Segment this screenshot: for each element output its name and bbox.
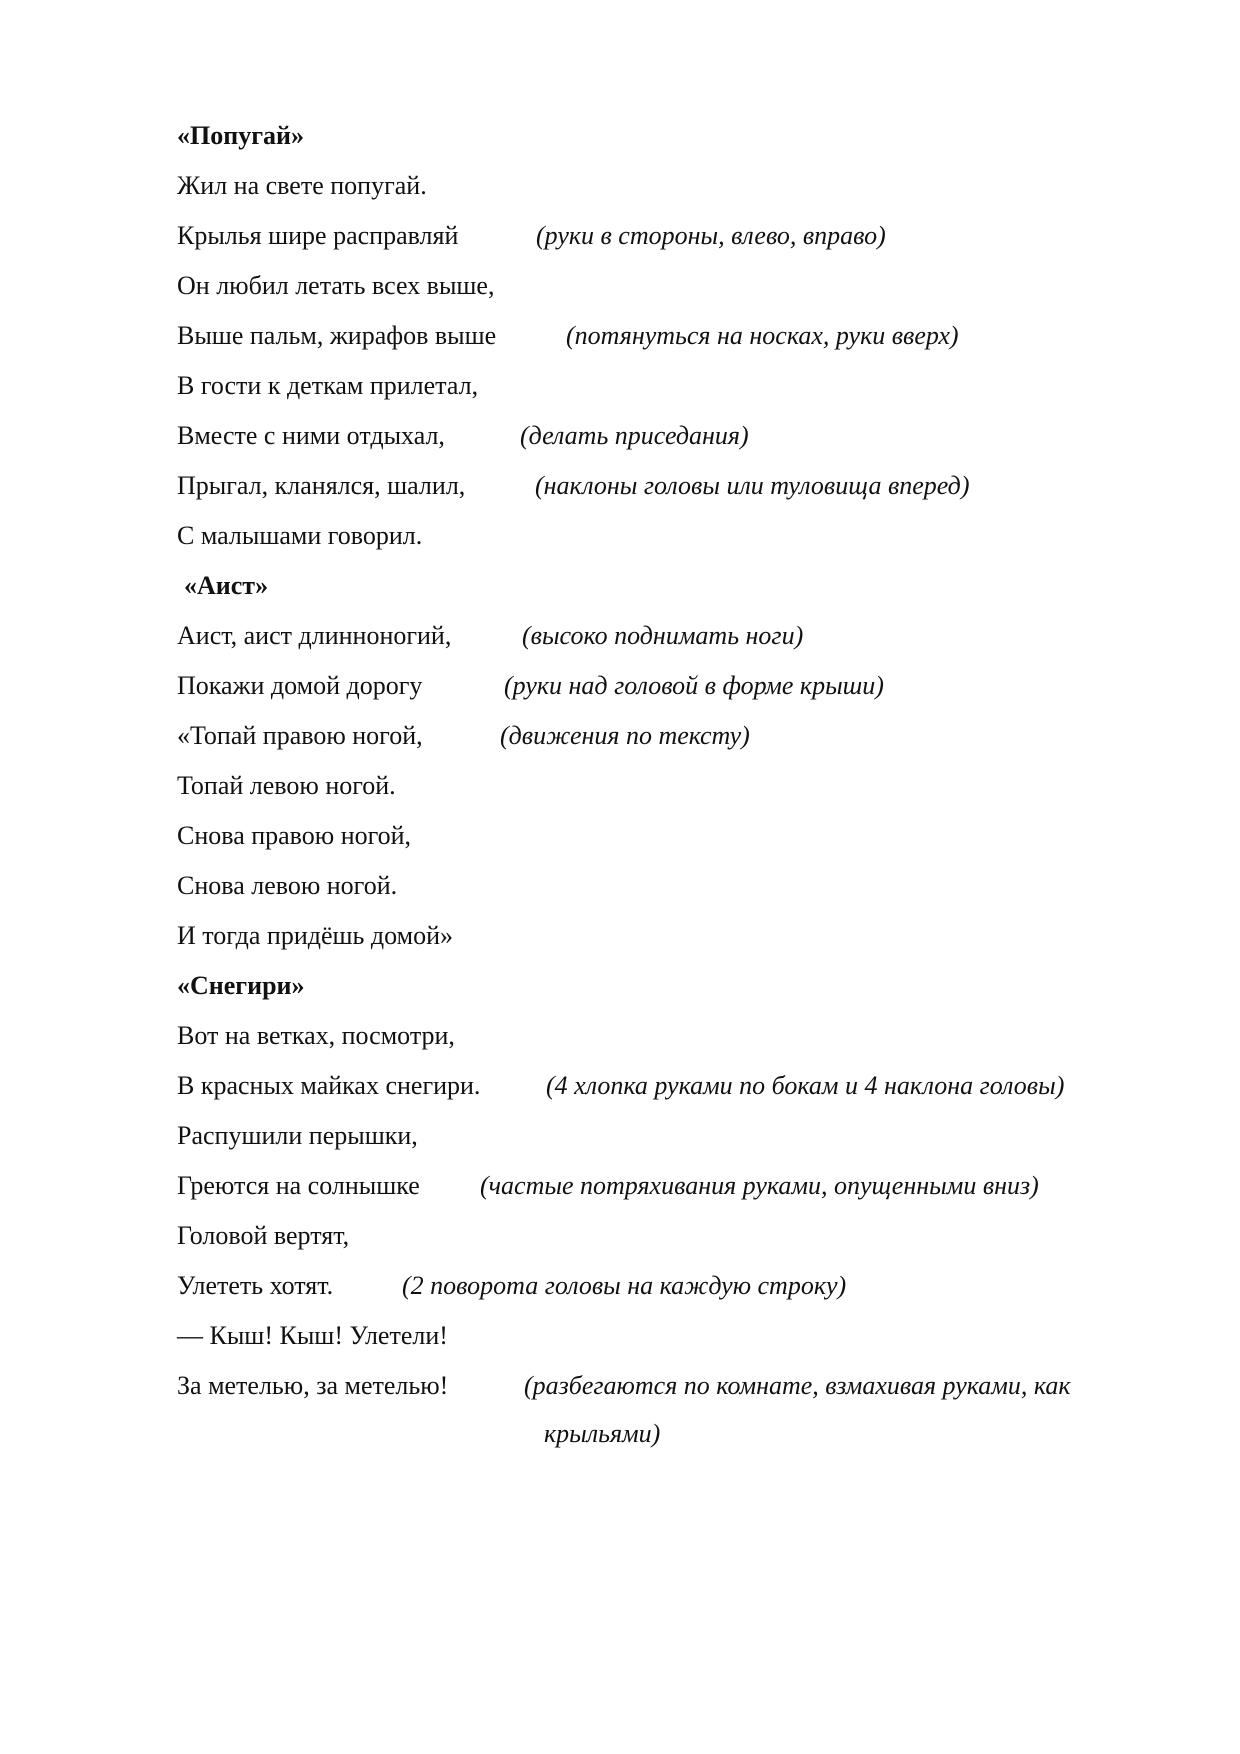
movement-note: (делать приседания) xyxy=(520,421,749,450)
movement-note: (движения по тексту) xyxy=(500,721,750,750)
verse-line: «Топай правою ногой, xyxy=(177,721,423,750)
section-title-aist: «Аист» xyxy=(184,571,269,600)
movement-note: (частые потряхивания руками, опущенными вниз) xyxy=(480,1171,1039,1200)
verse-line: Прыгал, кланялся, шалил, xyxy=(177,471,466,500)
verse-line: В гости к деткам прилетал, xyxy=(177,371,479,400)
verse-line: Улететь хотят. xyxy=(177,1271,334,1300)
verse-line: За метелью, за метелью! xyxy=(177,1371,449,1400)
verse-line: Жил на свете попугай. xyxy=(177,171,427,200)
movement-note-continuation: крыльями) xyxy=(544,1419,661,1448)
movement-note: (4 хлопка руками по бокам и 4 наклона головы) xyxy=(546,1071,1065,1100)
verse-line: Вместе с ними отдыхал, xyxy=(177,421,445,450)
verse-line: Греются на солнышке xyxy=(177,1171,420,1200)
verse-line: Крылья шире расправляй xyxy=(177,221,459,250)
movement-note: (2 поворота головы на каждую строку) xyxy=(402,1271,847,1300)
movement-note: (наклоны головы или туловища вперед) xyxy=(535,471,970,500)
verse-line: С малышами говорил. xyxy=(177,521,423,550)
verse-line: Снова правою ногой, xyxy=(177,821,412,850)
verse-line: Топай левою ногой. xyxy=(177,771,396,800)
section-title-snegiri: «Снегири» xyxy=(177,971,305,1000)
verse-line: Покажи домой дорогу xyxy=(177,671,423,700)
verse-line: Вот на ветках, посмотри, xyxy=(177,1021,455,1050)
movement-note: (потянуться на носках, руки вверх) xyxy=(566,321,959,350)
verse-line: Аист, аист длинноногий, xyxy=(177,621,452,650)
verse-line: Снова левою ногой. xyxy=(177,871,398,900)
verse-line: Распушили перышки, xyxy=(177,1121,418,1150)
movement-note: (разбегаются по комнате, взмахивая руками, как xyxy=(524,1371,1071,1400)
verse-line: Выше пальм, жирафов выше xyxy=(177,321,497,350)
movement-note: (руки в стороны, влево, вправо) xyxy=(536,221,886,250)
movement-note: (руки над головой в форме крыши) xyxy=(504,671,884,700)
verse-line: Головой вертят, xyxy=(177,1221,350,1250)
verse-line: Он любил летать всех выше, xyxy=(177,271,495,300)
verse-line: И тогда придёшь домой» xyxy=(177,921,454,950)
movement-note: (высоко поднимать ноги) xyxy=(522,621,804,650)
section-title-popugai: «Попугай» xyxy=(177,121,304,150)
verse-line: В красных майках снегири. xyxy=(177,1071,481,1100)
verse-line: — Кыш! Кыш! Улетели! xyxy=(177,1321,448,1350)
